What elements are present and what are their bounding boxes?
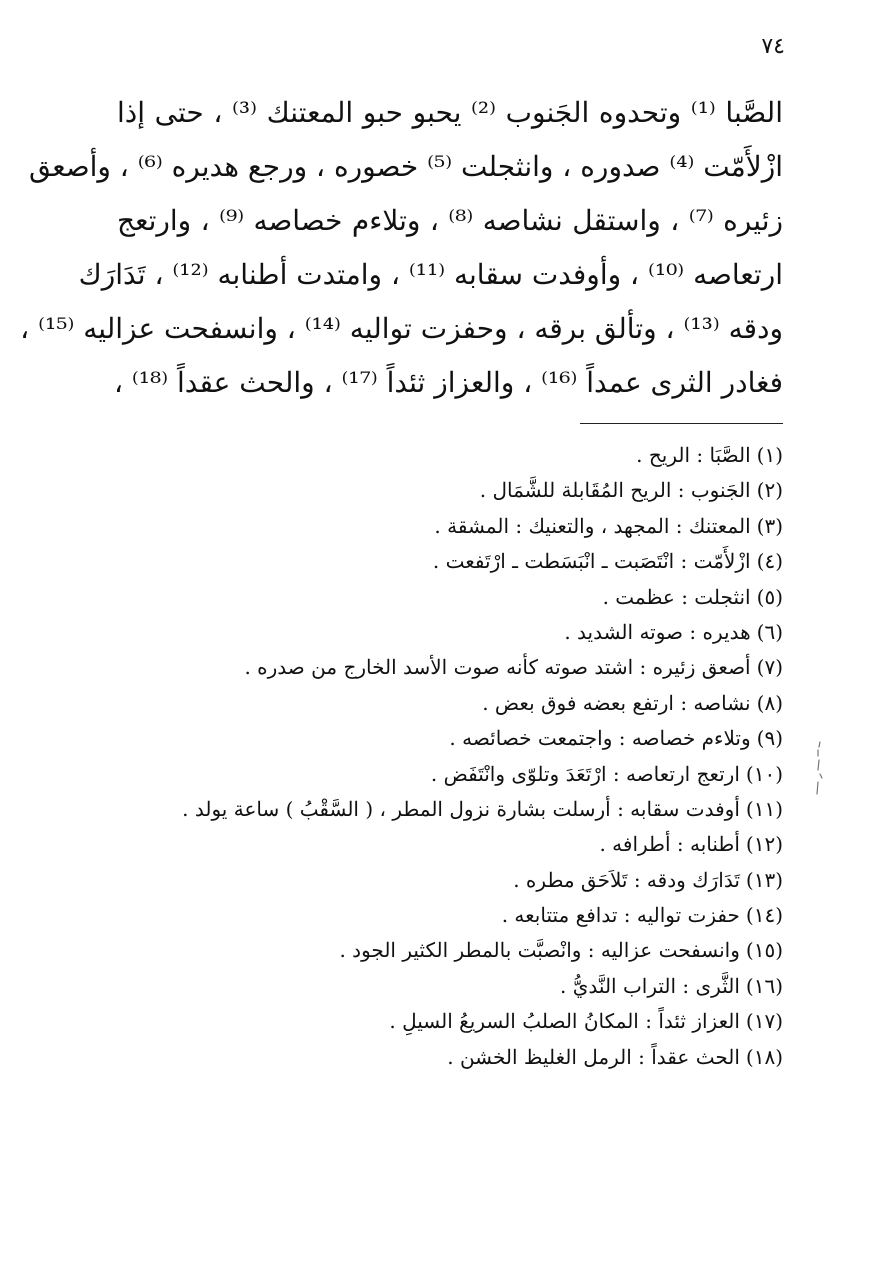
footnote-text: أوفدت سقابه : أرسلت بشارة نزول المطر ، ( السَّقْبُ ) ساعة يولد . [182, 796, 740, 821]
footnote-text: وانسفحت عزاليه : وانْصبَّت بالمطر الكثير الجود . [339, 938, 740, 963]
footnote-number: (٦) [756, 619, 783, 644]
footnote-number: (٥) [756, 584, 783, 609]
footnote-text: ازْلأَمّت : انْتَصَبت ـ انْبَسَطت ـ ارْتَفعت . [432, 549, 751, 574]
footnote-text: ارتعج ارتعاصه : ارْتَعَدَ وتلوّى وانْتَفَض . [430, 761, 740, 786]
footnote-text: أطنابه : أطرافه . [599, 832, 740, 857]
footnote-text: انثجلت : عظمت . [602, 584, 751, 609]
footnote-text: الحث عقداً : الرمل الغليظ الخشن . [447, 1044, 740, 1069]
footnote [103, 933, 783, 968]
footnote [103, 757, 783, 792]
footnote [103, 438, 783, 473]
footnote-number: (١٧) [745, 1009, 783, 1034]
footnote-number: (٧) [756, 655, 783, 680]
footnote [103, 827, 783, 862]
footnote [103, 615, 783, 650]
footnote-number: (١٦) [745, 973, 783, 998]
footnote-number: (٨) [756, 690, 783, 715]
footnote-text: الثَّرى : التراب النَّديُّ . [560, 973, 740, 998]
text-line: زئيره ⁽⁷⁾ ، واستقل نشاصه ⁽⁸⁾ ، وتلاءم خصاصه ⁽⁹⁾ ، وارتعج [117, 204, 784, 237]
footnote-number: (١) [756, 443, 783, 467]
footnote-text: أصعق زئيره : اشتد صوته كأنه صوت الأسد الخارج من صدره . [244, 655, 751, 680]
footnote-text: حفزت تواليه : تدافع متتابعه . [501, 903, 740, 928]
footnote [103, 544, 783, 579]
footnote [103, 509, 783, 544]
footnote [103, 721, 783, 756]
footnote [103, 863, 783, 898]
footnote [103, 792, 783, 827]
text-line: ودقه ⁽¹³⁾ ، وتألق برقه ، وحفزت تواليه ⁽¹⁴⁾ ، وانسفحت عزاليه ⁽¹⁵⁾ ، [20, 312, 783, 345]
footnote [103, 580, 783, 615]
footnote-text: هديره : صوته الشديد . [564, 619, 751, 644]
footnote-text: الصَّبَا : الريح . [636, 443, 751, 467]
footnote [103, 969, 783, 1004]
footnote-number: (١١) [745, 796, 783, 821]
footnote-number: (٢) [756, 478, 783, 503]
footnote-number: (١٨) [745, 1044, 783, 1069]
footnote-number: (١٥) [745, 938, 783, 963]
footnote-text: تَدَارَك ودقه : تَلاَحَق مطره . [513, 867, 740, 892]
text-line: فغادر الثرى عمداً ⁽¹⁶⁾ ، والعزاز ثئداً ⁽¹⁷⁾ ، والحث عقداً ⁽¹⁸⁾ ، [113, 366, 783, 399]
footnote [103, 898, 783, 933]
footnote-separator [580, 423, 783, 424]
page-number: ٧٤ [761, 34, 785, 59]
footnote [103, 686, 783, 721]
footnote-text: نشاصه : ارتفع بعضه فوق بعض . [482, 690, 751, 715]
footnote [103, 1040, 783, 1075]
footnote-number: (١٤) [745, 903, 783, 928]
footnote-number: (١٣) [745, 867, 783, 892]
footnote-number: (١٢) [745, 832, 783, 857]
footnote-number: (٩) [756, 726, 783, 751]
footnote-text: المعتنك : المجهد ، والتعنيك : المشقة . [434, 513, 751, 538]
text-line: ازْلأَمّت ⁽⁴⁾ صدوره ، وانثجلت ⁽⁵⁾ خصوره ، ورجع هديره ⁽⁶⁾ ، وأصعق [28, 150, 783, 183]
text-line: ارتعاصه ⁽¹⁰⁾ ، وأوفدت سقابه ⁽¹¹⁾ ، وامتدت أطنابه ⁽¹²⁾ ، تَدَارَك [78, 258, 783, 291]
footnote-text: الجَنوب : الريح المُقَابلة للشَّمَال . [479, 478, 751, 503]
main-text [20, 86, 784, 410]
footnote-text: وتلاءم خصاصه : واجتمعت خصائصه . [449, 726, 751, 751]
footnote-text: العزاز ثئداً : المكانُ الصلبُ السريعُ السيلِ . [389, 1009, 740, 1034]
footnote-number: (٤) [756, 549, 783, 574]
footnote [103, 473, 783, 508]
footnote [103, 650, 783, 685]
footnote [103, 1004, 783, 1039]
footnote-number: (١٠) [745, 761, 783, 786]
text-line: الصَّبا ⁽¹⁾ وتحدوه الجَنوب ⁽²⁾ يحبو حبو المعتنك ⁽³⁾ ، حتى إذا [117, 96, 783, 129]
margin-pencil-mark [806, 738, 836, 798]
footnote-number: (٣) [756, 513, 783, 538]
footnotes [103, 438, 783, 1075]
